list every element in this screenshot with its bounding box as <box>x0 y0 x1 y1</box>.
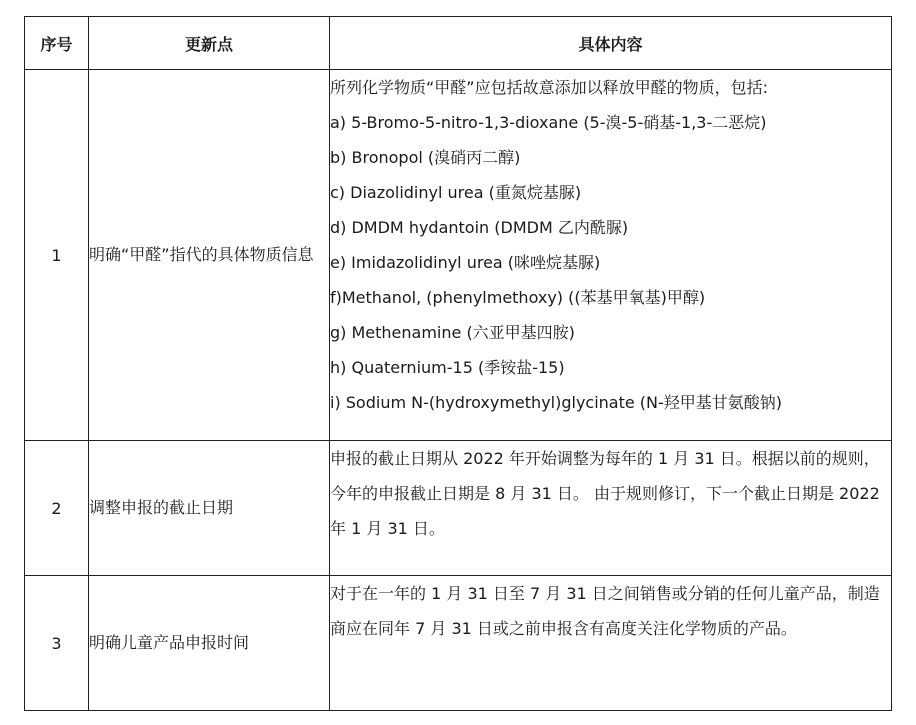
content-intro: 所列化学物质“甲醛”应包括故意添加以释放甲醛的物质，包括: <box>330 78 768 97</box>
content-paragraph: 申报的截止日期从 2022 年开始调整为每年的 1 月 31 日。根据以前的规则，今年的申报截止日期是 8 月 31 日。 由于规则修订，下一个截止日期是 2022 年 1 月 31 日。 <box>330 449 880 538</box>
substance-item: a) 5-Bromo-5-nitro-1,3-dioxane (5-溴-5-硝基-1,3-二恶烷) <box>330 113 767 132</box>
substance-item: c) Diazolidinyl urea (重氮烷基脲) <box>330 183 582 202</box>
row-index: 3 <box>25 576 89 711</box>
substance-item: f)Methanol, (phenylmethoxy) ((苯基甲氧基)甲醇) <box>330 288 706 307</box>
row-index: 2 <box>25 441 89 576</box>
substance-item: b) Bronopol (溴硝丙二醇) <box>330 148 521 167</box>
row-content <box>330 576 892 711</box>
row-content <box>330 441 892 576</box>
substance-item: e) Imidazolidinyl urea (咪唑烷基脲) <box>330 253 601 272</box>
row-topic: 明确儿童产品申报时间 <box>89 576 330 711</box>
header-content: 具体内容 <box>330 17 892 70</box>
header-topic: 更新点 <box>89 17 330 70</box>
row-content <box>330 70 892 441</box>
content-paragraph: 对于在一年的 1 月 31 日至 7 月 31 日之间销售或分销的任何儿童产品，制造商应在同年 7 月 31 日或之前申报含有高度关注化学物质的产品。 <box>330 584 880 638</box>
substance-item: d) DMDM hydantoin (DMDM 乙内酰脲) <box>330 218 629 237</box>
header-index: 序号 <box>25 17 89 70</box>
substance-item: h) Quaternium-15 (季铵盐-15) <box>330 358 565 377</box>
row-topic: 调整申报的截止日期 <box>89 441 330 576</box>
substance-item: i) Sodium N-(hydroxymethyl)glycinate (N-羟甲基甘氨酸钠) <box>330 393 783 412</box>
row-topic: 明确“甲醛”指代的具体物质信息 <box>89 70 330 441</box>
table-row <box>25 441 892 576</box>
table-row <box>25 576 892 711</box>
table-row <box>25 70 892 441</box>
row-index: 1 <box>25 70 89 441</box>
table-header-row <box>25 17 892 70</box>
update-table <box>24 16 892 711</box>
substance-item: g) Methenamine (六亚甲基四胺) <box>330 323 575 342</box>
